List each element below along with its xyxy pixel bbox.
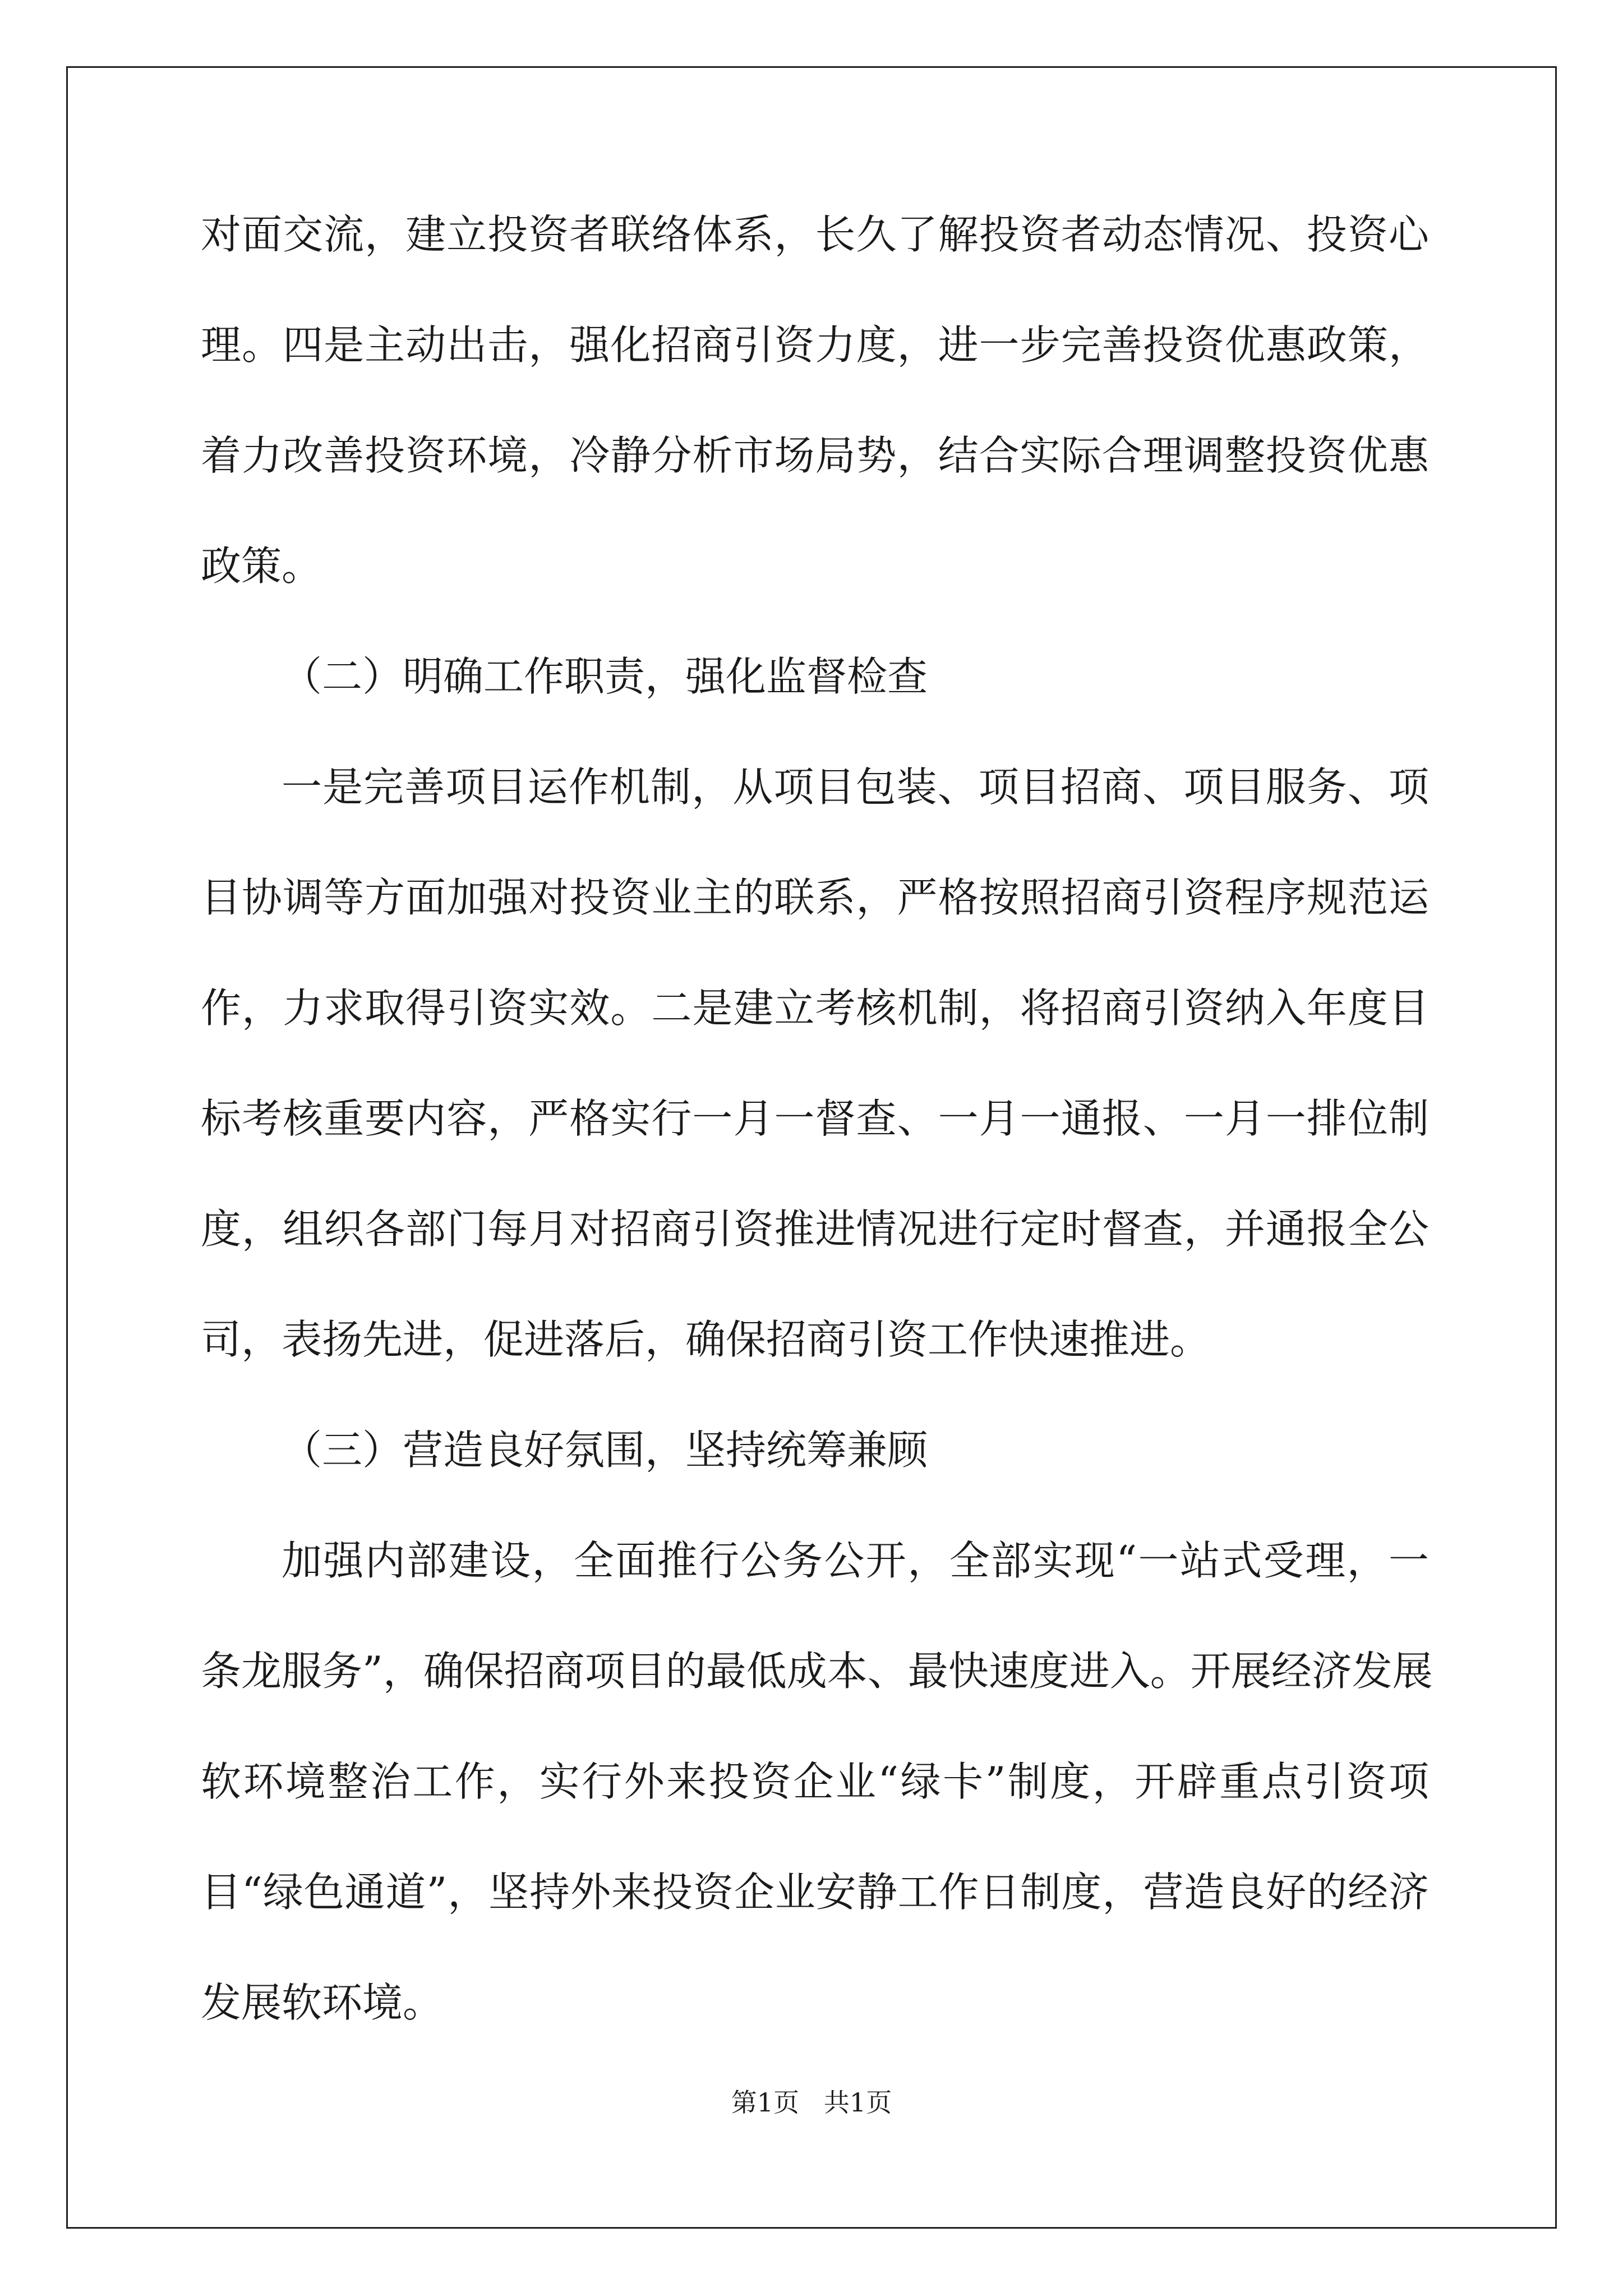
text-line: 加强内部建设，全面推行公务公开，全部实现“一站式受理，一: [282, 1537, 1429, 1584]
text-line: 条龙服务”，确保招商项目的最低成本、最快速度进入。开展经济发展: [201, 1648, 1433, 1695]
text-line: 软环境整治工作，实行外来投资企业“绿卡”制度，开辟重点引资项: [201, 1758, 1429, 1805]
text-line: 目“绿色通道”，坚持外来投资企业安静工作日制度，营造良好的经济: [201, 1869, 1429, 1916]
text-line: 度，组织各部门每月对招商引资推进情况进行定时督查，并通报全公: [201, 1205, 1429, 1253]
text-line: （二）明确工作职责，强化监督检查: [282, 653, 928, 700]
text-line: 作，力求取得引资实效。二是建立考核机制，将招商引资纳入年度目: [201, 984, 1429, 1032]
page-footer: 第1页 共1页: [731, 2087, 892, 2118]
document-body: [201, 211, 1433, 2093]
text-line: 标考核重要内容，严格实行一月一督查、一月一通报、一月一排位制: [201, 1095, 1429, 1142]
text-line: （三）营造良好氛围，坚持统筹兼顾: [282, 1427, 928, 1474]
text-line: 发展软环境。: [201, 1979, 444, 2026]
text-line: 一是完善项目运作机制，从项目包装、项目招商、项目服务、项: [282, 763, 1429, 811]
text-line: 着力改善投资环境，冷静分析市场局势，结合实际合理调整投资优惠: [201, 432, 1429, 479]
text-line: 司，表扬先进，促进落后，确保招商引资工作快速推进。: [201, 1316, 1211, 1363]
text-line: 对面交流，建立投资者联络体系，长久了解投资者动态情况、投资心: [201, 211, 1429, 258]
text-line: 目协调等方面加强对投资业主的联系，严格按照招商引资程序规范运: [201, 874, 1429, 921]
text-line: 政策。: [201, 542, 322, 590]
text-line: 理。四是主动出击，强化招商引资力度，进一步完善投资优惠政策，: [201, 321, 1429, 369]
